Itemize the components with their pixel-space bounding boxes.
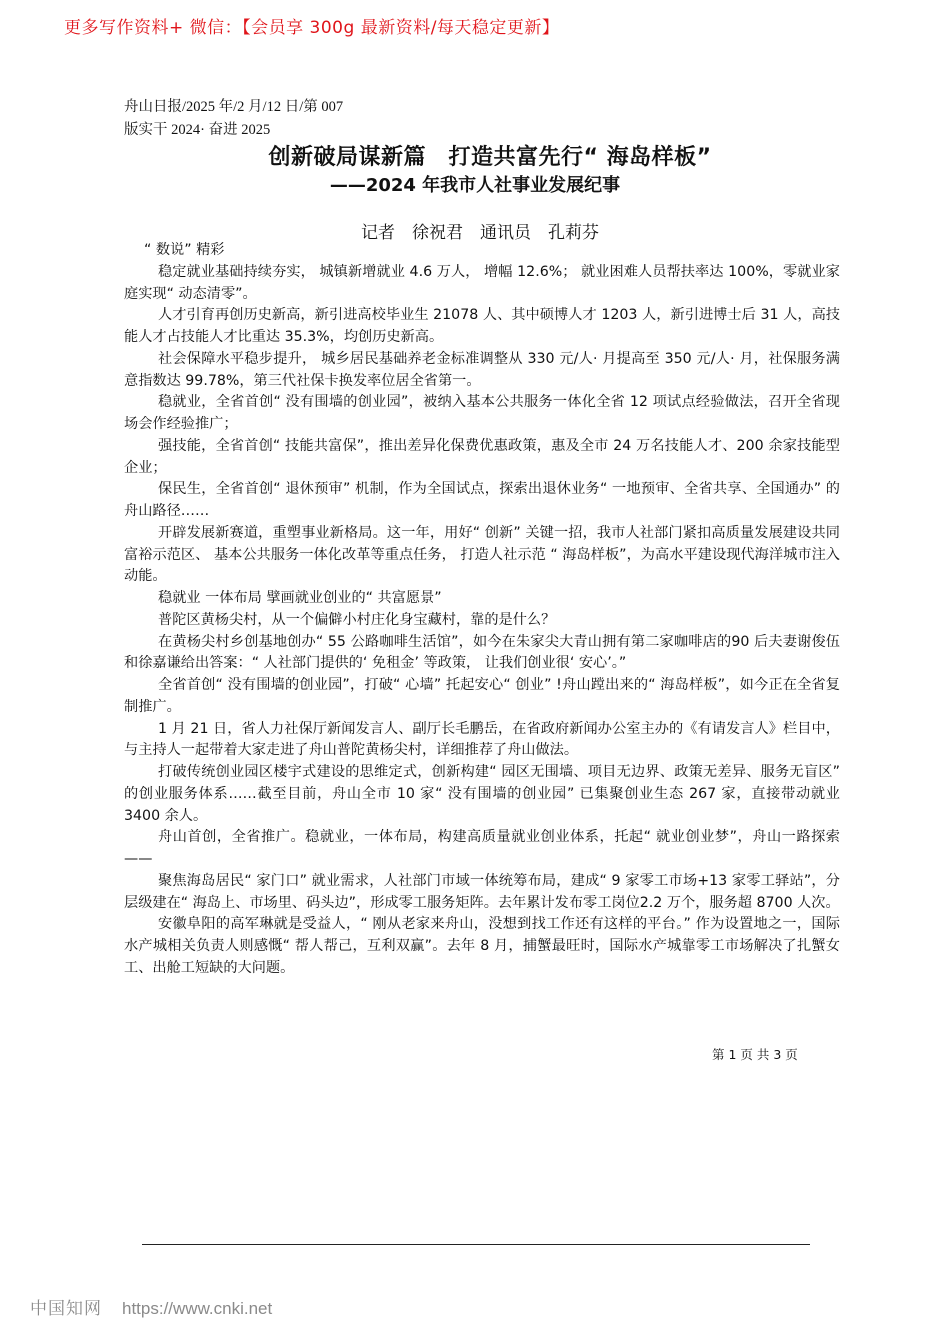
paragraph: 普陀区黄杨尖村，从一个偏僻小村庄化身宝藏村，靠的是什么？ (158, 611, 556, 628)
paragraph: 稳就业，全省首创“ 没有围墙的创业园”，被纳入基本公共服务一体化全省 12 项试点经验做法，召开全省现场会作经验推广； (124, 394, 840, 432)
paragraph: 全省首创“ 没有围墙的创业园”，打破“ 心墙” 托起安心“ 创业” !舟山蹚出来的“ 海岛样板”，如今正在全省复制推广。 (124, 677, 840, 715)
paragraph: 稳定就业基础持续夯实， 城镇新增就业 4.6 万人， 增幅 12.6%； 就业困难人员帮扶率达 100%，零就业家庭实现“ 动态清零”。 (124, 263, 840, 302)
paragraph: 在黄杨尖村乡创基地创办“ 55 公路咖啡生活馆”，如今在朱家尖大青山拥有第二家咖啡店的90 后夫妻谢俊伍和徐嘉谦给出答案：“ 人社部门提供的‘ 免租金’ 等政策， 让我们创业很‘ 安心’。” (124, 633, 840, 672)
paragraph: 保民生，全省首创“ 退休预审” 机制，作为全国试点，探索出退休业务“ 一地预审、全省共享、全国通办” 的舟山路径…… (124, 481, 840, 519)
site-name: 中国知网 (30, 1299, 102, 1319)
paragraph: 1 月 21 日，省人力社保厅新闻发言人、副厅长毛鹏岳，在省政府新闻办公室主办的《有请发言人》栏目中，与主持人一起带着大家走进了舟山普陀黄杨尖村，详细推荐了舟山做法。 (124, 720, 840, 759)
paragraph: 强技能，全省首创“ 技能共富保”，推出差异化保费优惠政策，惠及全市 24 万名技能人才、200 余家技能型企业； (124, 437, 840, 476)
paragraph: 人才引育再创历史新高，新引进高校毕业生 21078 人、其中硕博人才 1203 人，新引进博士后 31 人，高技能人才占技能人才比重达 35.3%，均创历史新高。 (124, 307, 840, 345)
paragraph: 舟山首创，全省推广。稳就业，一体布局，构建高质量就业创业体系，托起“ 就业创业梦”，舟山一路探索—— (124, 829, 840, 867)
paragraph: 聚焦海岛居民“ 家门口” 就业需求，人社部门市域一体统筹布局，建成“ 9 家零工市场+13 家零工驿站”，分层级建在“ 海岛上、市场里、码头边”，形成零工服务矩阵。去年累计发布零工岗位2.2 万个，服务超 8700 人次。 (124, 872, 840, 911)
page-indicator: 第 1 页 共 3 页 (712, 1047, 798, 1062)
paragraph: 社会保障水平稳步提升， 城乡居民基础养老金标准调整从 330 元/人· 月提高至 350 元/人· 月，社保服务满意指数达 99.78%，第三代社保卡换发率位居全省第一。 (124, 350, 840, 389)
paragraph: 安徽阜阳的高军琳就是受益人，“ 刚从老家来舟山，没想到找工作还有这样的平台。” 作为设置地之一，国际水产城相关负责人则感慨“ 帮人帮己，互利双赢”。去年 8 月，捕蟹最旺时，国际水产城靠零工市场解决了扎蟹女工、出舱工短缺的大问题。 (124, 916, 840, 976)
site-url: https://www.cnki.net (122, 1299, 273, 1318)
footer-watermark (30, 1294, 272, 1319)
source-line: 舟山日报/2025 年/2 月/12 日/第 007 (124, 99, 344, 115)
paragraph: 打破传统创业园区楼宇式建设的思维定式，创新构建“ 园区无围墙、项目无边界、政策无差异、服务无盲区” 的创业服务体系……截至目前，舟山全市 10 家“ 没有围墙的创业园” 已集聚创业生态 267 家，直接带动就业 3400 余人。 (124, 764, 840, 824)
section-heading: “ 数说” 精彩 (144, 242, 225, 258)
article-body (124, 240, 840, 980)
promo-banner: 更多写作资料+ 微信：【会员享 300g 最新资料/每天稳定更新】 (64, 18, 560, 38)
section-heading: 稳就业 一体布局 擘画就业创业的“ 共富愿景” (158, 590, 442, 606)
article-subtitle: ——2024 年我市人社事业发展纪事 (329, 175, 621, 196)
paragraph: 开辟发展新赛道，重塑事业新格局。这一年，用好“ 创新” 关键一招，我市人社部门紧扣高质量发展建设共同富裕示范区、 基本公共服务一体化改革等重点任务， 打造人社示范 “ 海岛样板”，为高水平建设现代海洋城市注入动能。 (124, 524, 840, 585)
column-line: 版实干 2024· 奋进 2025 (124, 122, 271, 138)
article-byline: 记者 徐祝君 通讯员 孔莉芬 (361, 223, 599, 243)
footer-divider (142, 1244, 810, 1245)
article-title: 创新破局谋新篇 打造共富先行“ 海岛样板” (268, 145, 712, 170)
